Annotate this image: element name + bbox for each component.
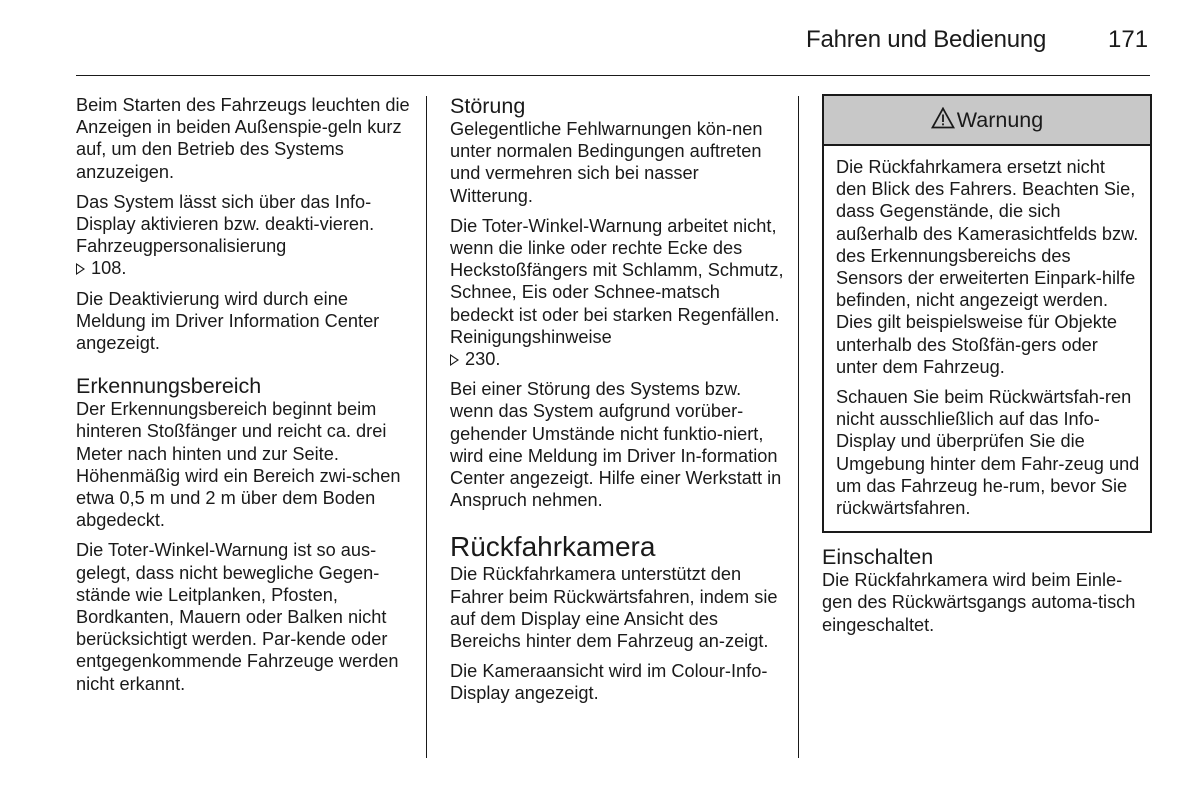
heading-einschalten: Einschalten	[822, 545, 934, 570]
page-header-title: Fahren und Bedienung	[806, 26, 1047, 53]
warning-triangle-icon	[931, 107, 955, 133]
warning-box	[822, 94, 1152, 533]
header-divider	[76, 75, 1150, 76]
paragraph-blind-spot-design: Die Toter-Winkel-Warnung ist so aus-gelegt, dass nicht bewegliche Gegen-stände wie Leitplanken, Pfosten, Bordkanten, Mauern oder Balken nicht berücksichtigt werden. Par-kende oder entgegenkommende Fahrzeuge werden nicht erkannt.	[76, 540, 399, 694]
warning-paragraph-2: Schauen Sie beim Rückwärtsfah-ren nicht ausschließlich auf das Info-Display und überprüfen Sie die Umgebung hinter dem Fahr-zeug und um das Fahrzeug he-rum, bevor Sie rückwärtsfahren.	[836, 387, 1140, 519]
column-divider-2	[798, 96, 799, 758]
column-1	[76, 94, 412, 703]
column-2	[450, 94, 786, 713]
paragraph-detection-range: Der Erkennungsbereich beginnt beim hinteren Stoßfänger und reicht ca. drei Meter nach hinten und zur Seite. Höhenmäßig wird ein Bereich zwi-schen etwa 0,5 m und 2 m über dem Boden abgedeckt.	[76, 399, 401, 531]
warning-paragraph-1: Die Rückfahrkamera ersetzt nicht den Blick des Fahrers. Beachten Sie, dass Gegenstände, die sich außerhalb des Kamerasichtfelds bzw. des Erkennungsbereichs des Sensors der erweiterten Einpark-hilfe befinden, nicht angezeigt werden. Dies gilt beispielsweise für Objekte unterhalb des Stoßfän-gers oder unter dem Fahrzeug.	[836, 157, 1139, 377]
page-reference-arrow-icon	[76, 263, 85, 275]
paragraph-switch-on: Die Rückfahrkamera wird beim Einle-gen des Rückwärtsgangs automa-tisch eingeschaltet.	[822, 570, 1136, 635]
blind-spot-not-working-text: Die Toter-Winkel-Warnung arbeitet nicht, wenn die linke oder rechte Ecke des Heckstoßfängers mit Schlamm, Schmutz, Schnee, Eis oder Schnee-matsch bedeckt ist oder bei starken Regenfällen. Reinigungshinweise	[450, 215, 784, 347]
paragraph-activation	[76, 191, 412, 280]
page-reference-arrow-icon	[450, 354, 459, 366]
paragraph-camera-intro: Die Rückfahrkamera unterstützt den Fahrer beim Rückwärtsfahren, indem sie auf dem Display eine Ansicht des Bereichs hinter dem Fahrzeug an-zeigt.	[450, 564, 778, 652]
page-reference-230[interactable]: 230.	[465, 349, 501, 370]
paragraph-start-indicators: Beim Starten des Fahrzeugs leuchten die Anzeigen in beiden Außenspie-geln kurz auf, um den Betrieb des Systems anzuzeigen.	[76, 95, 410, 182]
warning-title: Warnung	[956, 107, 1044, 132]
paragraph-system-fault: Bei einer Störung des Systems bzw. wenn das System aufgrund vorüber-gehender Umstände nicht funktio-niert, wird eine Meldung im Driver In-formation Center angezeigt. Hilfe einer Werkstatt in Anspruch nehmen.	[450, 379, 782, 511]
paragraph-deactivation: Die Deaktivierung wird durch eine Meldung im Driver Information Center angezeigt.	[76, 288, 380, 354]
paragraph-false-warnings: Gelegentliche Fehlwarnungen kön-nen unter normalen Bedingungen auftreten und vermehren sich bei nasser Witterung.	[450, 119, 763, 206]
activation-text: Das System lässt sich über das Info-Display aktivieren bzw. deakti-vieren. Fahrzeugpersonalisierung	[76, 191, 375, 257]
warning-body	[824, 146, 1150, 531]
page-number: 171	[1108, 26, 1149, 53]
heading-rueckfahrkamera: Rückfahrkamera	[450, 531, 656, 563]
heading-erkennungsbereich: Erkennungsbereich	[76, 374, 262, 399]
paragraph-camera-display: Die Kameraansicht wird im Colour-Info-Display angezeigt.	[450, 661, 768, 704]
warning-header	[824, 96, 1150, 146]
heading-stoerung: Störung	[450, 94, 526, 118]
page-reference-108[interactable]: 108.	[91, 258, 127, 279]
paragraph-blind-spot-not-working	[450, 215, 786, 370]
column-divider-1	[426, 96, 427, 758]
column-3	[822, 94, 1152, 644]
